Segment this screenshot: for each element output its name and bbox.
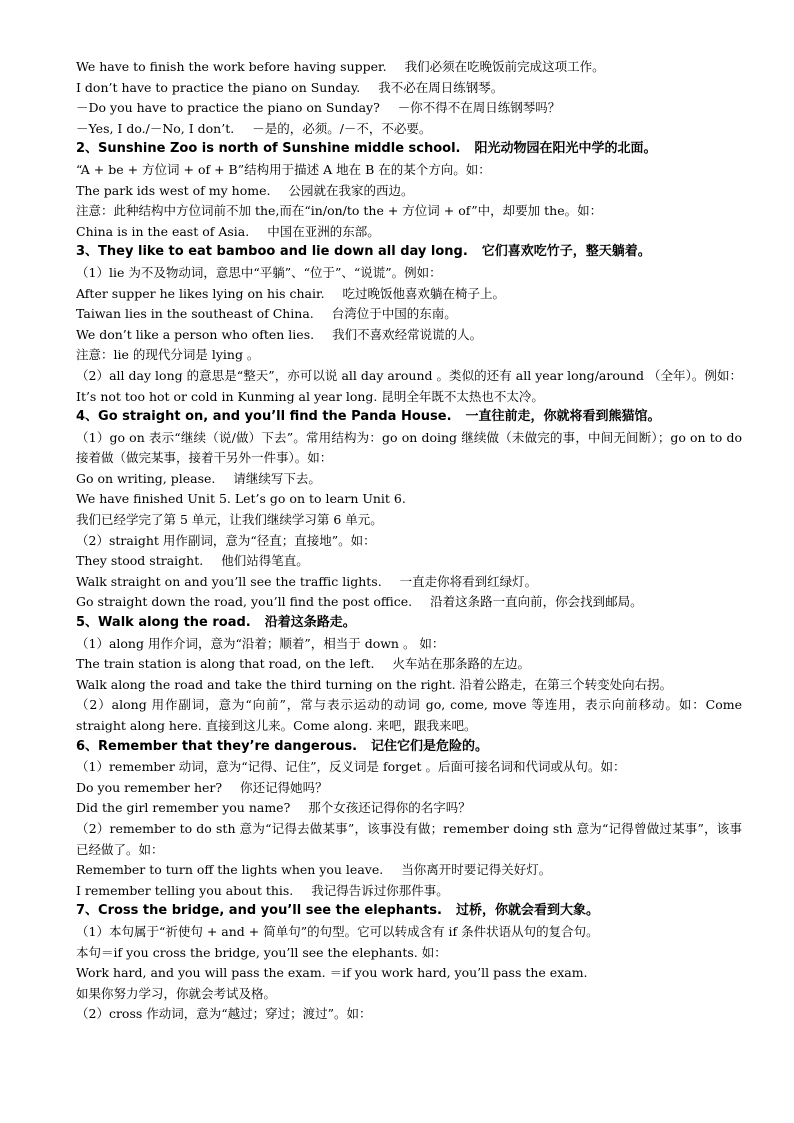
example-line — [76, 284, 742, 305]
example-english: Remember to turn off the lights when you leave. — [76, 862, 384, 878]
example-chinese: 台湾位于中国的东南。 — [331, 306, 457, 322]
text-line: （1）along 用作介词，意为“沿着；顺着”，相当于 down 。 如： — [76, 635, 445, 651]
example-chinese: 吃过晚饭他喜欢躺在椅子上。 — [342, 285, 506, 301]
example-chinese: 火车站在那条路的左边。 — [392, 656, 531, 672]
example-chinese: 我记得告诉过你那件事。 — [311, 882, 449, 898]
example-chinese: 那个女孩还记得你的名字吗？ — [308, 800, 471, 816]
example-line — [76, 572, 742, 593]
heading-chinese: 阳光动物园在阳光中学的北面。 — [474, 141, 657, 157]
section-heading — [76, 613, 742, 634]
example-chinese: 公园就在我家的西边。 — [288, 182, 414, 198]
section-heading — [76, 242, 742, 263]
text-line: （1）remember 动词，意为“记得、记住”，反义词是 forget 。后面可接名词和代词或从句。如： — [76, 759, 626, 775]
example-line — [76, 57, 742, 78]
example-line — [76, 181, 742, 202]
example-chinese: 中国在亚洲的东部。 — [267, 223, 380, 239]
example-english: Go straight down the road, you’ll find the post office. — [76, 594, 413, 610]
heading-english: 7、Cross the bridge, and you’ll see the elephants. — [76, 903, 442, 919]
example-english: －Yes, I do./－No, I don’t. — [76, 120, 235, 136]
example-english: We don’t like a person who often lies. — [76, 326, 315, 342]
text-line: （2）remember to do sth 意为“记得去做某事”，该事没有做；remember doing sth 意为“记得曾做过某事”，该事已经做了。如： — [76, 820, 742, 857]
example-english: After supper he likes lying on his chair. — [76, 285, 325, 301]
example-line — [76, 304, 742, 325]
text-line: Work hard, and you will pass the exam. ＝if you work hard, you’ll pass the exam. — [76, 965, 588, 981]
example-chinese: －是的，必须。/－不，不必要。 — [252, 120, 432, 136]
example-english: They stood straight. — [76, 553, 204, 569]
example-chinese: 一直走你将看到红绿灯。 — [399, 573, 538, 589]
example-line — [76, 222, 742, 243]
example-chinese: 我不必在周日练钢琴。 — [378, 79, 504, 95]
text-line: （2）all day long 的意思是“整天”，亦可以说 all day around 。类似的还有 all year long/around （全年）。例如：It’s not too hot or cold in Kunming al year long. 昆明全年既不太热也不太冷。 — [76, 367, 742, 404]
text-line: “A + be + 方位词 + of + B”结构用于描述 A 地在 B 在的某个方向。如： — [76, 161, 491, 177]
example-line — [76, 860, 742, 881]
example-chinese: －你不得不在周日练钢琴吗？ — [397, 100, 561, 116]
text-line: （1）go on 表示“继续（说/做）下去”。常用结构为：go on doing 继续做（未做完的事，中间无间断）；go on to do 接着做（做完某事，接着干另外一件事）。如： — [76, 429, 742, 466]
example-line — [76, 778, 742, 799]
example-english: The park ids west of my home. — [76, 182, 271, 198]
text-line: （1）本句属于“祈使句 + and + 简单句”的句型。它可以转成含有 if 条件状语从句的复合句。 — [76, 923, 599, 939]
heading-chinese: 沿着这条路走。 — [264, 615, 356, 631]
section-heading — [76, 737, 742, 758]
heading-chinese: 记住它们是危险的。 — [371, 738, 489, 754]
example-line — [76, 98, 742, 119]
example-line — [76, 119, 742, 140]
text-line: 如果你努力学习，你就会考试及格。 — [76, 985, 277, 1001]
heading-english: 5、Walk along the road. — [76, 615, 251, 631]
document-page — [76, 57, 742, 1025]
text-line: 本句＝if you cross the bridge, you’ll see the elephants. 如： — [76, 944, 447, 960]
text-line: （2）along 用作副词，意为“向前”，常与表示运动的动词 go, come, move 等连用，表示向前移动。如：Come straight along here. 直接到这儿来。Come along. 来吧，跟我来吧。 — [76, 697, 742, 733]
example-line — [76, 325, 742, 346]
text-line: （1）lie 为不及物动词，意思中“平躺”、“位于”、“说谎”。例如： — [76, 264, 442, 280]
example-line — [76, 78, 742, 99]
example-line — [76, 551, 742, 572]
heading-chinese: 一直往前走，你就将看到熊猫馆。 — [465, 409, 661, 425]
heading-english: 6、Remember that they’re dangerous. — [76, 738, 358, 754]
text-line: 注意：此种结构中方位词前不加 the,而在“in/on/to the + 方位词 + of”中，却要加 the。如： — [76, 203, 603, 219]
example-english: The train station is along that road, on the left. — [76, 656, 375, 672]
example-line — [76, 654, 742, 675]
example-line — [76, 469, 742, 490]
section-heading — [76, 139, 742, 160]
example-english: Did the girl remember you name? — [76, 800, 291, 816]
example-english: Go on writing, please. — [76, 470, 216, 486]
heading-english: 3、They like to eat bamboo and lie down all day long. — [76, 244, 468, 260]
example-chinese: 请继续写下去。 — [233, 470, 321, 486]
example-english: I remember telling you about this. — [76, 882, 294, 898]
text-line: Walk along the road and take the third turning on the right. 沿着公路走，在第三个转变处向右拐。 — [76, 676, 673, 692]
example-chinese: 你还记得她吗？ — [240, 779, 328, 795]
section-heading — [76, 407, 742, 428]
text-line: 我们已经学完了第 5 单元，让我们继续学习第 6 单元。 — [76, 512, 383, 528]
example-line — [76, 881, 742, 902]
example-chinese: 沿着这条路一直向前，你会找到邮局。 — [430, 594, 643, 610]
example-english: I don’t have to practice the piano on Sunday. — [76, 79, 361, 95]
example-english: Walk straight on and you’ll see the traffic lights. — [76, 573, 382, 589]
example-english: －Do you have to practice the piano on Sunday? — [76, 100, 380, 116]
example-line — [76, 798, 742, 819]
example-chinese: 我们必须在吃晚饭前完成这项工作。 — [404, 59, 605, 74]
heading-chinese: 过桥，你就会看到大象。 — [455, 903, 599, 919]
example-chinese: 他们站得笔直。 — [221, 553, 309, 569]
section-heading — [76, 901, 742, 922]
example-chinese: 我们不喜欢经常说谎的人。 — [332, 326, 483, 342]
example-chinese: 当你离开时要记得关好灯。 — [401, 862, 552, 878]
example-english: Do you remember her? — [76, 779, 223, 795]
text-line: 注意：lie 的现代分词是 lying 。 — [76, 347, 260, 363]
example-english: China is in the east of Asia. — [76, 223, 250, 239]
example-line — [76, 592, 742, 613]
example-english: Taiwan lies in the southeast of China. — [76, 306, 314, 322]
text-line: （2）cross 作动词，意为“越过；穿过；渡过”。如： — [76, 1006, 372, 1022]
example-english: We have to finish the work before having supper. — [76, 59, 387, 74]
text-line: （2）straight 用作副词，意为“径直；直接地”。如： — [76, 532, 376, 548]
heading-english: 4、Go straight on, and you’ll find the Panda House. — [76, 409, 452, 425]
heading-english: 2、Sunshine Zoo is north of Sunshine middle school. — [76, 141, 461, 157]
heading-chinese: 它们喜欢吃竹子，整天躺着。 — [481, 244, 651, 260]
text-line: We have finished Unit 5. Let’s go on to learn Unit 6. — [76, 491, 406, 507]
